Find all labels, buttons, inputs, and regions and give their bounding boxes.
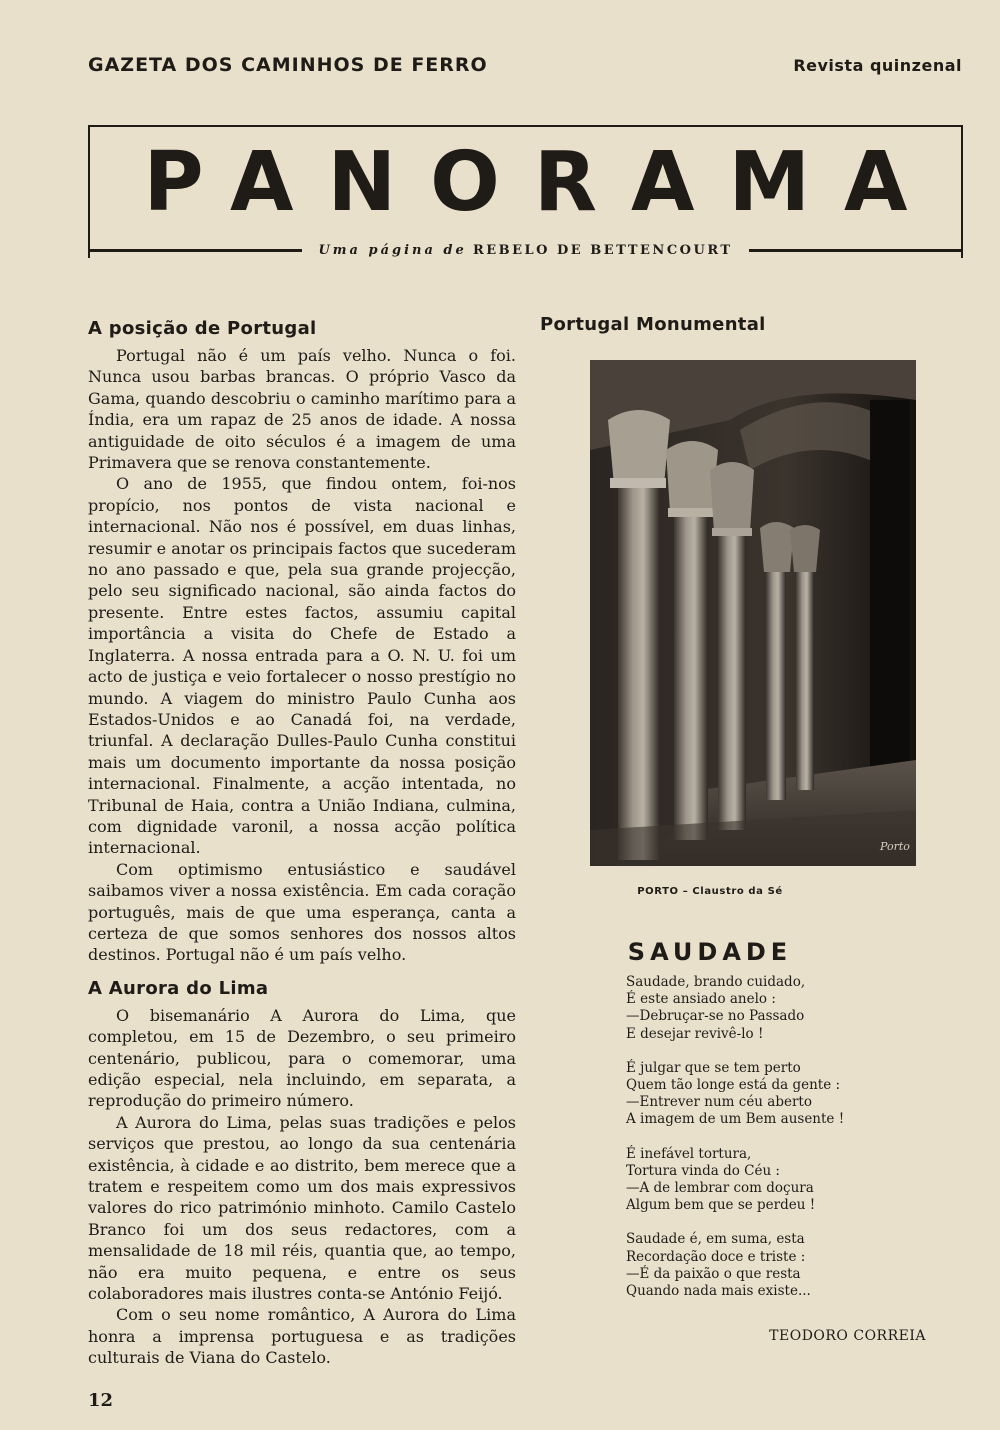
poem-line: Algum bem que se perdeu ! (626, 1197, 816, 1214)
magazine-title: GAZETA DOS CAMINHOS DE FERRO (88, 54, 488, 76)
publication-frequency: Revista quinzenal (793, 56, 962, 75)
poem-line: É inefável tortura, (626, 1145, 752, 1162)
poem-line: Saudade é, em suma, esta (626, 1231, 805, 1248)
article-paragraph: O bisemanário A Aurora do Lima, que completou, em 15 de Dezembro, o seu primeiro centenário, publicou, para o comemorar, uma edição especial, nela incluindo, em separata, a reprodução do primeiro número. (88, 1005, 516, 1111)
poem-line: Saudade, brando cuidado, (626, 974, 806, 990)
byline-prefix: Uma página de (318, 242, 467, 258)
photo-caption: PORTO – Claustro da Sé (637, 886, 783, 897)
poem-line: —Debruçar-se no Passado (626, 1008, 805, 1025)
byline-rule-left (90, 249, 302, 252)
article-heading-aurora: A Aurora do Lima (88, 977, 269, 999)
byline-row (90, 239, 961, 261)
poem-line: Quem tão longe está da gente : (626, 1077, 841, 1094)
poem-line: Tortura vinda do Céu : (626, 1162, 780, 1179)
poem-line: Quando nada mais existe... (626, 1283, 811, 1300)
poem-line: —A de lembrar com doçura (626, 1180, 814, 1197)
cloister-photo-illustration (590, 360, 916, 866)
article-paragraph: Portugal não é um país velho. Nunca o foi. Nunca usou barbas brancas. O próprio Vasco da Gama, quando descobriu o caminho marítimo para a Índia, era um rapaz de 25 anos de idade. A nossa antiguidade de oito séculos é a imagem de uma Primavera que se renova constantemente. (88, 346, 516, 473)
running-header (88, 54, 962, 76)
poem (626, 974, 926, 1317)
poem-line: —Entrever num céu aberto (626, 1094, 812, 1111)
poem-author: TEODORO CORREIA (769, 1328, 926, 1344)
page-number: 12 (88, 1390, 114, 1411)
article-paragraph: Com optimismo entusiástico e saudável saibamos viver a nossa existência. Em cada coração português, mais de que uma esperança, canta a certeza de que somos senhores dos nossos altos destinos. Portugal não é um país velho. (88, 859, 516, 965)
article-paragraph: Com o seu nome romântico, A Aurora do Lima honra a imprensa portuguesa e as tradições culturais de Viana do Castelo. (88, 1305, 516, 1368)
poem-line: A imagem de um Bem ausente ! (626, 1111, 845, 1128)
banner-title: PANORAMA (143, 135, 942, 230)
poem-line: Recordação doce e triste : (626, 1248, 806, 1265)
section-heading-monumental: Portugal Monumental (540, 314, 766, 335)
photo-signature: Porto (880, 840, 910, 853)
poem-line: —É da paixão o que resta (626, 1265, 801, 1282)
article-paragraph: O ano de 1955, que findou ontem, foi-nos propício, nos pontos de vista nacional e internacional. Não nos é possível, em duas linhas, resumir e anotar os principais factos que sucederam no ano passado e que, pela sua grande projecção, pelo seu significado nacional, são ainda factos do presente. Entre estes factos, assumiu capital importância a visita do Chefe de Estado a Inglaterra. A nossa entrada para a O. N. U. foi um acto de justiça e veio fortalecer o nosso prestígio no mundo. A viagem do ministro Paulo Cunha aos Estados-Unidos e ao Canadá foi, na verdade, triunfal. A declaração Dulles-Paulo Cunha constitui mais um documento importante da nossa posição internacional. Finalmente, a acção intentada, no Tribunal de Haia, contra a União Indiana, culmina, com dignidade varonil, a nossa acção política internacional. (88, 474, 516, 858)
poem-stanza (626, 974, 926, 1043)
article-paragraph: A Aurora do Lima, pelas suas tradições e pelos serviços que prestou, ao longo da sua centenária existência, à cidade e ao distrito, bem merece que a tratem e respeitem como um dos mais expressivos valores do rico património minhoto. Camilo Castelo Branco foi um dos seus redactores, com a mensalidade de 18 mil réis, quantia que, ao tempo, não era muito pequena, e entre os seus colaboradores mais ilustres conta-se António Feijó. (88, 1112, 516, 1304)
byline-author: REBELO DE BETTENCOURT (472, 242, 733, 258)
poem-line: E desejar revivê-lo ! (626, 1025, 764, 1042)
cloister-photo (590, 360, 916, 866)
poem-line: É julgar que se tem perto (626, 1059, 801, 1076)
poem-title: SAUDADE (627, 938, 793, 966)
panorama-banner (88, 125, 963, 258)
byline (302, 243, 748, 258)
poem-stanza (626, 1231, 926, 1300)
left-column (88, 318, 516, 1369)
right-column (540, 314, 940, 1344)
byline-rule-right (749, 249, 961, 252)
poem-line: É este ansiado anelo : (626, 991, 776, 1008)
poem-stanza (626, 1060, 926, 1129)
poem-stanza (626, 1146, 926, 1215)
article-heading-portugal: A posição de Portugal (88, 318, 317, 339)
